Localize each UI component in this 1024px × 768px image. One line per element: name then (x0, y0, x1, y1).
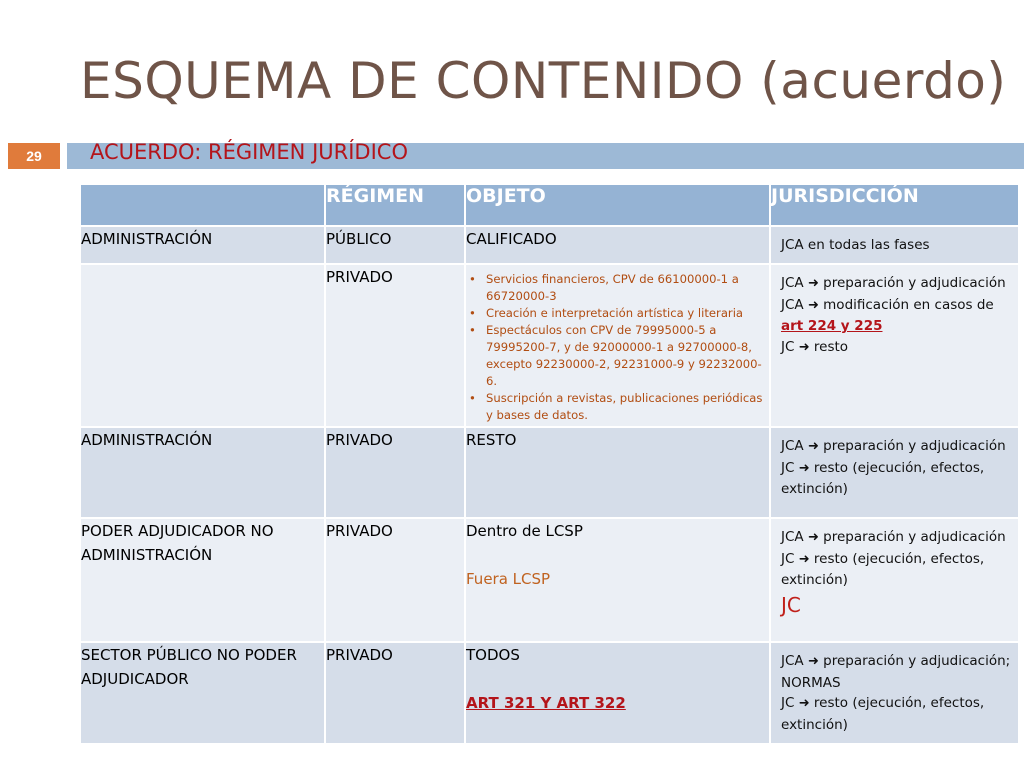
cell-entity (80, 264, 325, 427)
cell-jurisdiccion (770, 642, 1019, 744)
juris-text: resto (ejecución, efectos, extinción) (781, 695, 985, 733)
table-row (80, 518, 1019, 642)
juris-court: JC (781, 459, 795, 476)
page-number: 29 (8, 143, 60, 169)
arrow-right-icon: ➜ (798, 696, 810, 711)
juris-court: JC (781, 695, 795, 711)
arrow-right-icon: ➜ (798, 551, 810, 567)
cell-jurisdiccion (770, 427, 1019, 518)
juris-line (781, 337, 1014, 359)
list-item: • Espectáculos con CPV de 79995000-5 a 79995200-7, y de 92000000-1 a 92700000-8, excepto 92230000-2, 92231000-9 y 92232000-6. (466, 322, 769, 390)
juris-court: JCA (781, 438, 804, 454)
cell-jurisdiccion (770, 518, 1019, 642)
juris-text: resto (ejecución, efectos, extinción) (781, 550, 985, 588)
cell-jurisdiccion (770, 226, 1019, 264)
juris-court: JC (781, 550, 795, 567)
objeto-text: Dentro de LCSP (466, 522, 583, 540)
arrow-right-icon: ➜ (807, 297, 819, 313)
juris-court: JCA (781, 275, 804, 291)
arrow-right-icon: ➜ (807, 530, 819, 545)
cell-regimen: PRIVADO (325, 518, 465, 642)
table-row (80, 226, 1019, 264)
header-jurisdiccion: JURISDICCIÓN (770, 184, 1019, 226)
cell-regimen: PÚBLICO (325, 226, 465, 264)
table-row (80, 642, 1019, 744)
juris-article-link[interactable]: art 224 y 225 (781, 318, 883, 334)
cell-objeto: RESTO (465, 427, 770, 518)
slide-title: ESQUEMA DE CONTENIDO (acuerdo) (80, 52, 1007, 110)
spacer (466, 667, 769, 691)
arrow-right-icon: ➜ (798, 460, 810, 476)
cell-entity: ADMINISTRACIÓN (80, 427, 325, 518)
list-item: • Suscripción a revistas, publicaciones periódicas y bases de datos. (466, 390, 769, 424)
juris-court: JCA (781, 529, 804, 545)
juris-text: resto (ejecución, efectos, extinción) (781, 459, 985, 497)
cell-regimen: PRIVADO (325, 642, 465, 744)
cell-objeto (465, 264, 770, 427)
list-item: • Servicios financieros, CPV de 66100000-1 a 66720000-3 (466, 271, 769, 305)
juris-court: JCA (781, 653, 804, 669)
cell-regimen: PRIVADO (325, 264, 465, 427)
cell-objeto: CALIFICADO (465, 226, 770, 264)
objeto-bullet-list (466, 269, 769, 424)
header-objeto: OBJETO (465, 184, 770, 226)
list-item: • Creación e interpretación artística y literaria (466, 305, 769, 322)
table-row (80, 264, 1019, 427)
juris-line (781, 458, 1014, 500)
spacer (466, 543, 769, 567)
arrow-right-icon: ➜ (807, 276, 819, 291)
cell-entity: PODER ADJUDICADOR NO ADMINISTRACIÓN (80, 518, 325, 642)
juris-text: JCA en todas las fases (781, 237, 930, 253)
juris-line (781, 651, 1014, 693)
arrow-right-icon: ➜ (807, 654, 819, 669)
juris-text: preparación y adjudicación (823, 529, 1006, 545)
juris-court-highlight: JC (781, 592, 801, 617)
juris-line (781, 273, 1014, 295)
objeto-article-link[interactable]: ART 321 Y ART 322 (466, 694, 626, 712)
juris-text: preparación y adjudicación (823, 438, 1006, 454)
arrow-right-icon: ➜ (807, 439, 819, 454)
arrow-right-icon: ➜ (798, 339, 810, 355)
cell-objeto (465, 518, 770, 642)
juris-court: JCA (781, 296, 804, 313)
objeto-text: TODOS (466, 646, 520, 664)
juris-court: JC (781, 338, 795, 355)
objeto-text-secondary: Fuera LCSP (466, 570, 551, 588)
juris-line (781, 693, 1014, 735)
juris-line (781, 527, 1014, 549)
cell-entity: ADMINISTRACIÓN (80, 226, 325, 264)
juris-text: modificación en casos de (823, 296, 994, 313)
cell-objeto (465, 642, 770, 744)
table-header-row (80, 184, 1019, 226)
juris-line (781, 549, 1014, 591)
header-regimen: RÉGIMEN (325, 184, 465, 226)
table-row (80, 427, 1019, 518)
section-title: ACUERDO: RÉGIMEN JURÍDICO (90, 140, 408, 164)
cell-entity: SECTOR PÚBLICO NO PODER ADJUDICADOR (80, 642, 325, 744)
juris-line (781, 436, 1014, 458)
cell-jurisdiccion (770, 264, 1019, 427)
juris-text: resto (813, 338, 849, 355)
juris-text: preparación y adjudicación; NORMAS (781, 653, 1011, 691)
juris-text: preparación y adjudicación (823, 275, 1006, 291)
cell-regimen: PRIVADO (325, 427, 465, 518)
juris-line (781, 295, 1014, 337)
regimen-table (79, 183, 1020, 745)
header-empty (80, 184, 325, 226)
